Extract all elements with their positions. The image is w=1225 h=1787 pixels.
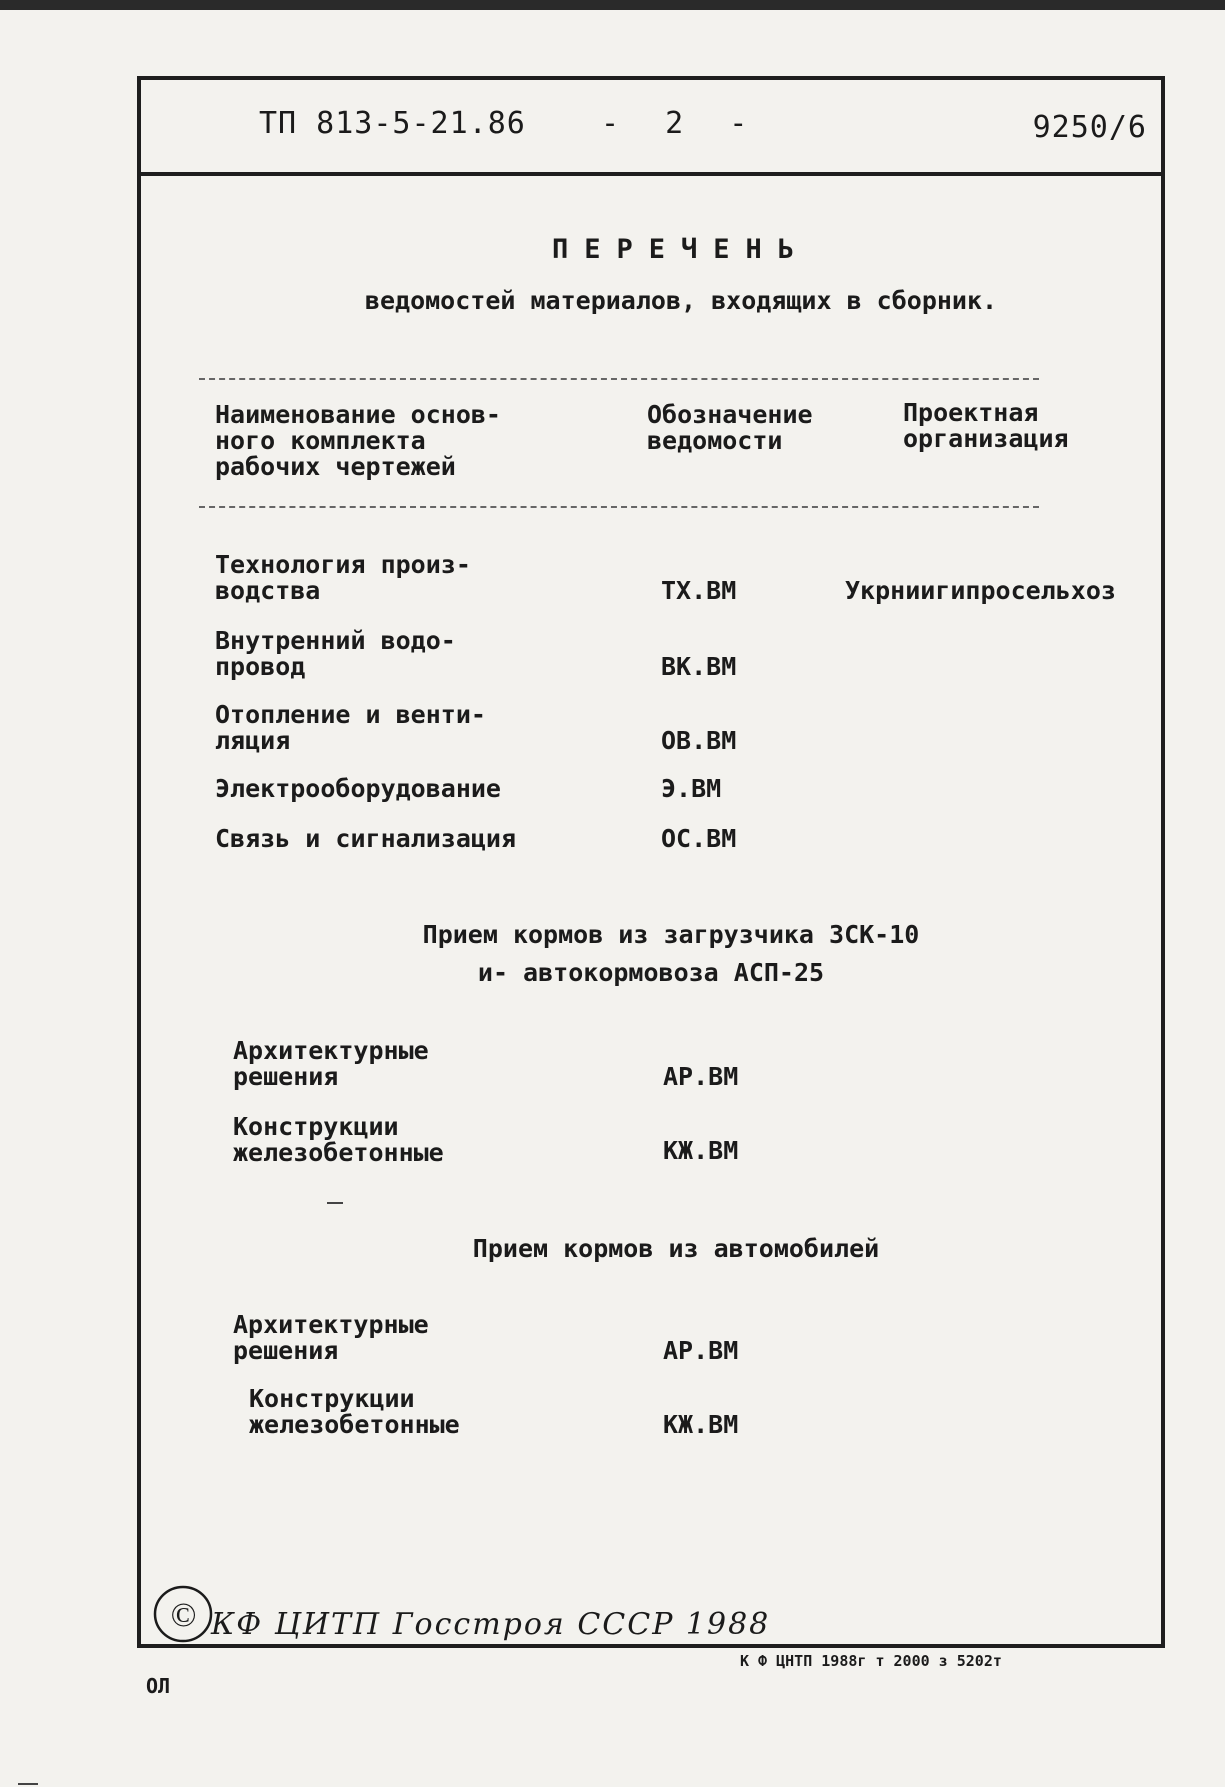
section2-row-name: Конструкции железобетонные [249,1384,460,1439]
section1-row-name: Конструкции железобетонные [233,1112,444,1167]
page-number: - 2 - [601,106,762,141]
section2-row-code: КЖ.ВМ [663,1410,739,1439]
row-name: Отопление и венти- ляция [215,700,486,755]
table-header-rule [199,506,1039,508]
row-name: Связь и сигнализация [215,824,517,853]
column-header-name: Наименование основ- ного комплекта рабочих чертежей [215,400,501,481]
row-name: Электрооборудование [215,774,501,803]
table-top-rule [199,378,1039,380]
section1-heading-line2: и- автокормовоза АСП-25 [477,958,825,987]
document-subtitle: ведомостей материалов, входящих в сборник. [364,286,998,315]
row-code: ОС.ВМ [661,824,737,853]
document-sheet [137,76,1165,1648]
section1-row-code: КЖ.ВМ [663,1136,739,1165]
row-code: ТХ.ВМ [661,576,737,605]
section2-heading: Прием кормов из автомобилей [472,1234,880,1263]
row-code: ВК.ВМ [661,652,737,681]
row-name: Внутренний водо- провод [215,626,456,681]
copyright-sign: © [170,1597,196,1634]
column-header-designation: Обозначение ведомости [647,400,813,455]
row-code: ОВ.ВМ [661,726,737,755]
inventory-number: 9250/6 [1032,110,1147,145]
section1-heading-line1: Прием кормов из загрузчика ЗСК-10 [422,920,920,949]
row-code: Э.ВМ [661,774,722,803]
top-edge-line [0,0,1225,10]
row-name: Технология произ- водства [215,550,471,605]
header-band [141,80,1161,176]
section1-row-name: Архитектурные решения [233,1036,429,1091]
handwritten-note: КФ ЦИТП Госстроя СССР 1988 [211,1607,771,1642]
edge-mark [18,1783,38,1785]
stray-mark [327,1202,343,1204]
section1-row-code: АР.ВМ [663,1062,739,1091]
handwritten-footer [151,1582,911,1646]
document-title: ПЕРЕЧЕНЬ [551,234,811,265]
document-code: ТП 813-5-21.86 [259,106,526,141]
row-organization: Укрниигипросельхоз [845,576,1116,605]
section2-row-name: Архитектурные решения [233,1310,429,1365]
section2-row-code: АР.ВМ [663,1336,739,1365]
column-header-organization: Проектная организация [903,398,1069,453]
corner-mark: ОЛ [146,1674,171,1698]
print-info: К Ф ЦНТП 1988г т 2000 з 5202т [740,1652,1002,1670]
